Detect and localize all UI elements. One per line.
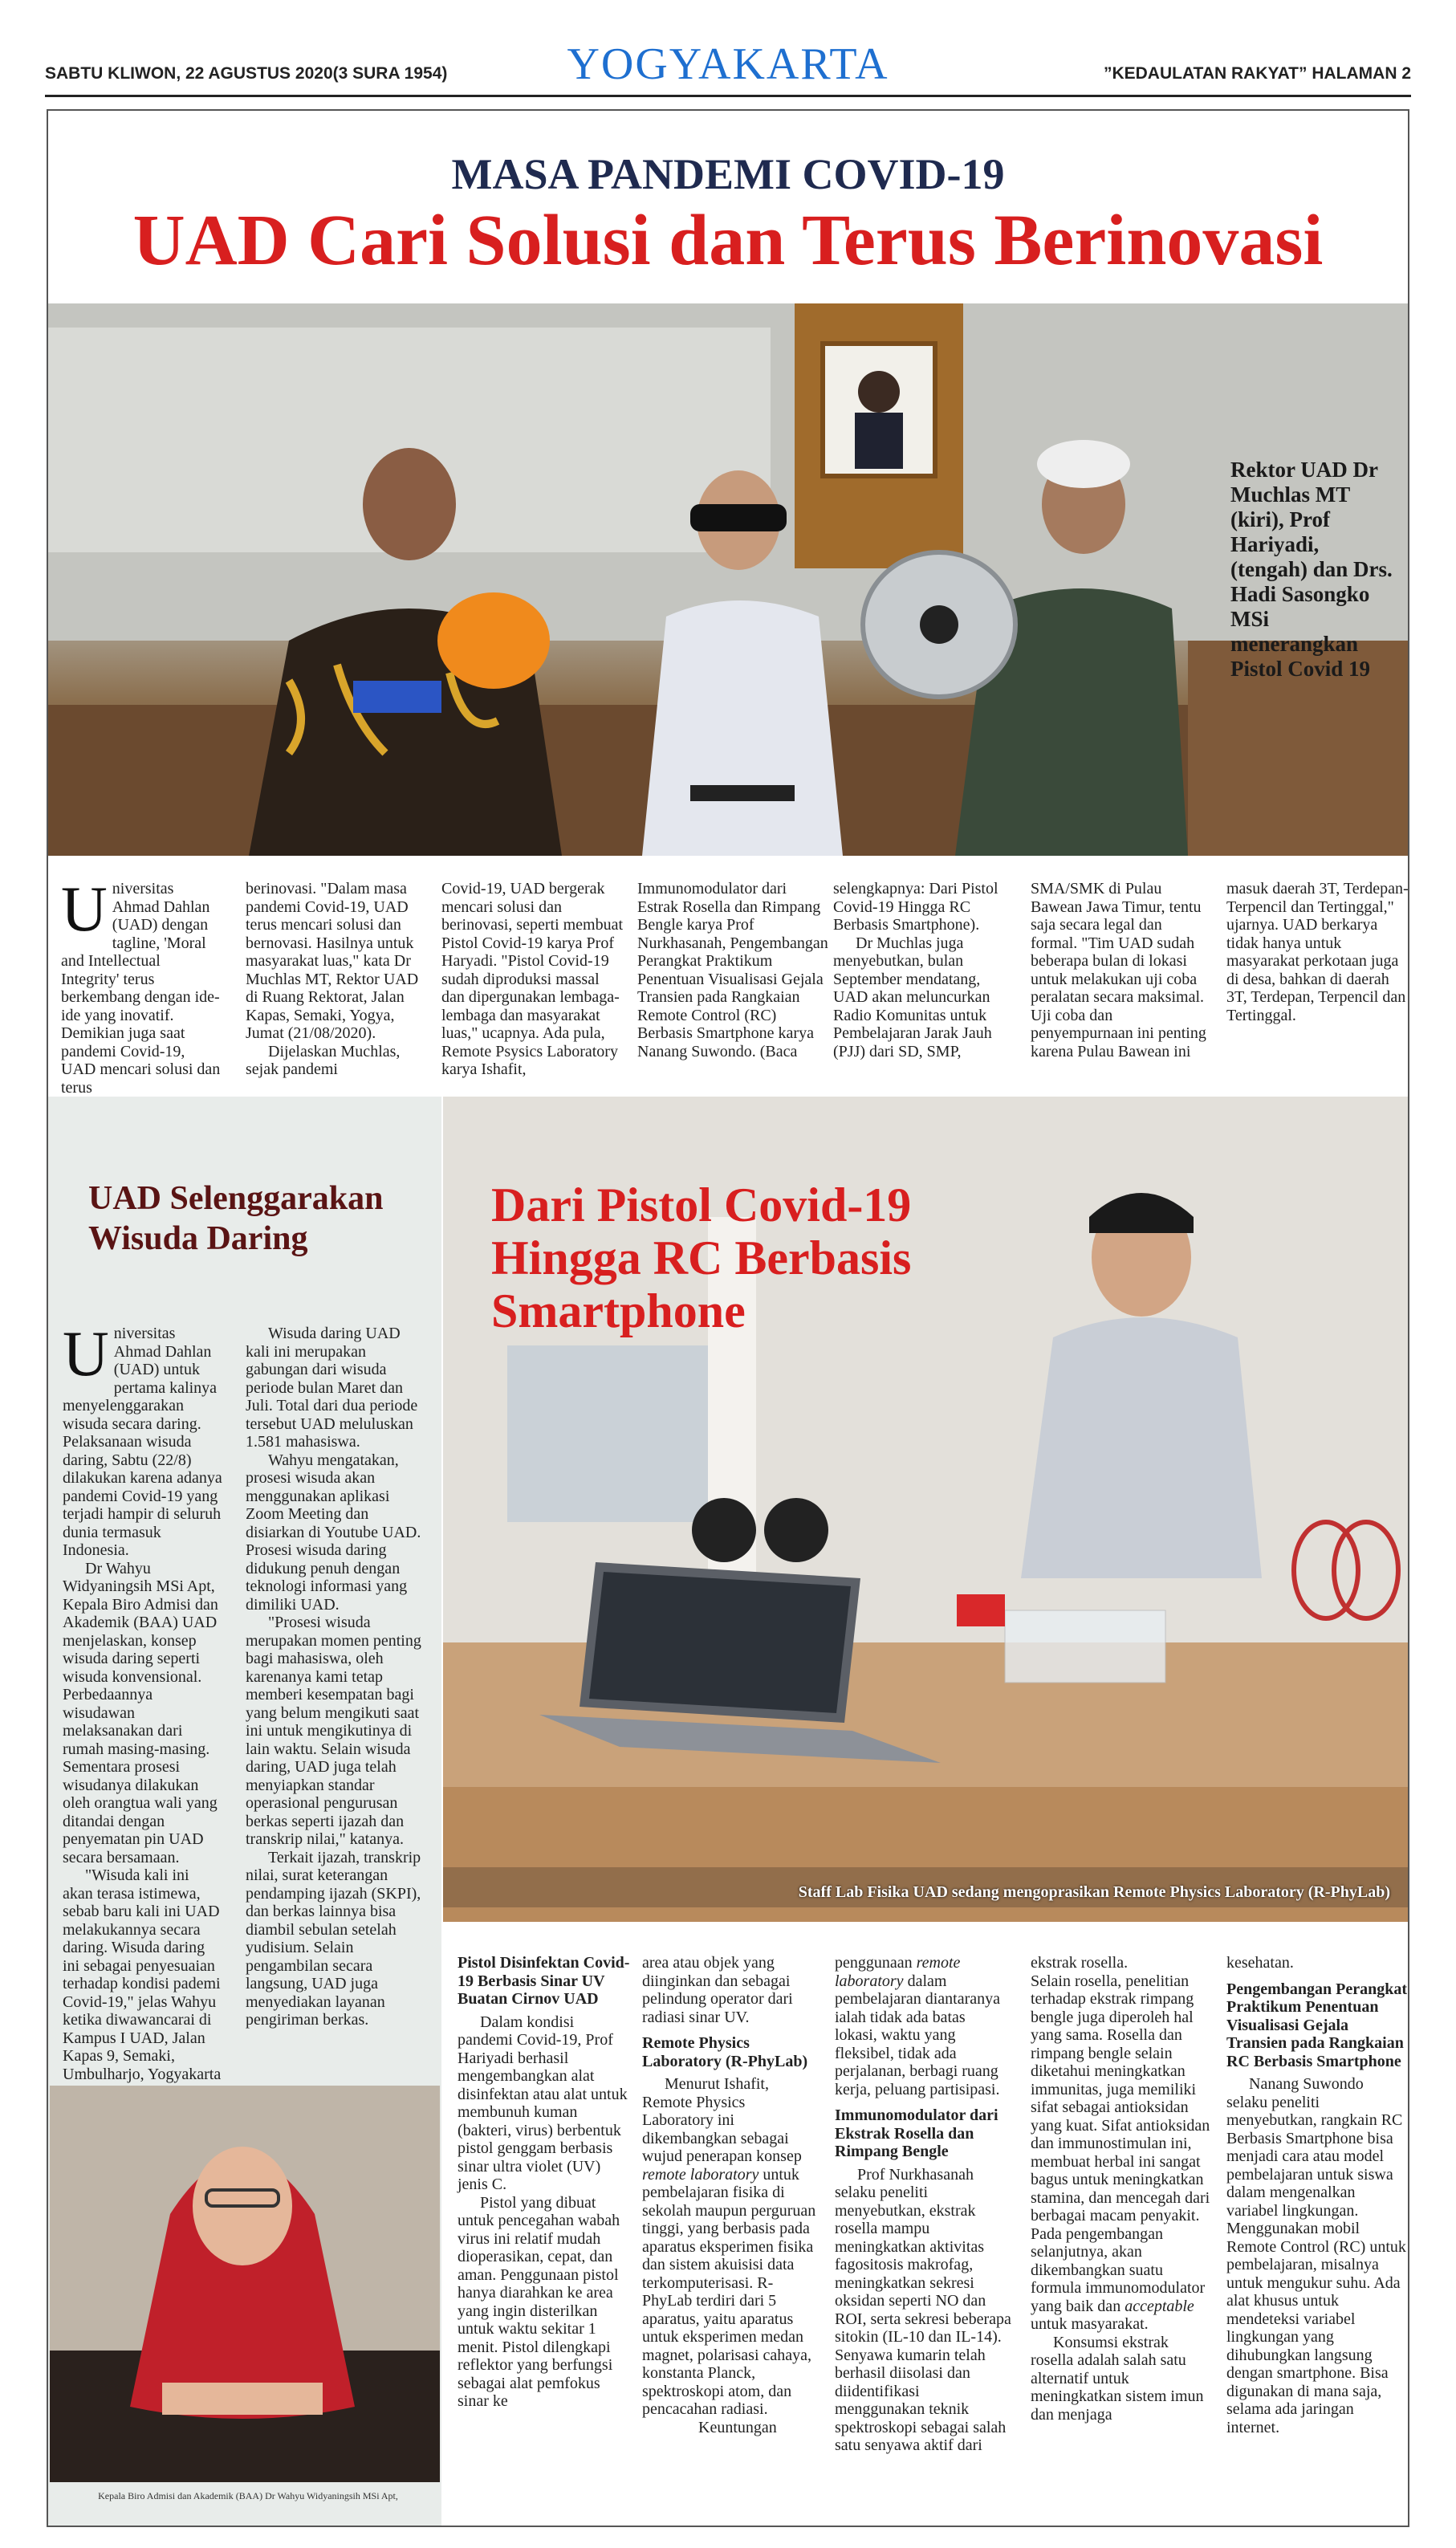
article-text: Selain rosella, penelitian terhadap ekstrak rimpang bengle juga diperoleh hal yang sama. Rosella dan rimpang bengle selain diketahui meningkatkan immunitas, juga memiliki sifat sebagai antioksidan yang kuat. Sifat antioksidan dan immunostimulan ini, membuat herbal ini sangat bagus untuk meningkatkan stamina, dan mencegah dari berbagai macam penyakit. Pada pengembangan selanjutnya, akan dikembangkan suatu formula immunomodulator yang baik dan (1031, 1972, 1210, 2315)
wisuda-headline: UAD Selenggarakan Wisuda Daring (88, 1180, 384, 1257)
article-col-6 (1031, 880, 1212, 1060)
feature-headline: Dari Pistol Covid-19 Hingga RC Berbasis Smartphone (491, 1178, 912, 1337)
article-text: Dijelaskan Muchlas, sejak pandemi (246, 1042, 401, 1078)
article-text (1031, 1972, 1212, 2334)
article-text: area atau objek yang diinginkan dan sebagai pelindung operator dari radiasi sinar UV. (642, 1954, 793, 2026)
article-text: Immunomodulator dari Estrak Rosella dan Rimpang Bengle karya Prof Nurkhasanah, Pengembangan Perangkat Praktikum Penentuan Visualisasi Gejala Transien pada Rangkaian Remote Control (RC) Berbasis Smartphone karya Nanang Suwondo. (Baca (637, 880, 828, 1060)
article-col-1 (61, 874, 222, 1097)
article-text (642, 2075, 819, 2419)
article-text: niversitas Ahmad Dahlan (UAD) dengan tagline, 'Moral and Intellectual Integrity' terus berkembang dengan ide-ide yang inovatif. Demikian juga saat pandemi Covid-19, UAD mencari solusi dan terus (61, 880, 221, 1097)
feature-col-1 (458, 1954, 631, 2411)
article-text: Prof Nurkhasanah selaku peneliti menyebutkan, ekstrak rosella mampu meningkatkan aktivitas fagositosis makrofag, meningkatkan sekresi oksidan seperti NO dan ROI, serta sekresi beberapa sitokin (IL-10 dan IL-14). Senyawa kumarin telah berhasil diisolasi dan diidentifikasi menggunakan teknik spektroskopi sebagai salah satu senyawa aktif dari (835, 2165, 1011, 2454)
article-col-3 (441, 880, 626, 1079)
article-text: ekstrak rosella. (1031, 1954, 1129, 1972)
feature-col-3 (835, 1954, 1011, 2455)
article-col-2 (246, 880, 419, 1079)
article-text: Keuntungan (698, 2418, 777, 2436)
article-text: niversitas Ahmad Dahlan (UAD) untuk pertama kalinya menyelenggarakan wisuda secara daring. Pelaksanaan wisuda daring, Sabtu (22/8) dilakukan karena adanya pandemi Covid-19 yang terjadi hampir di seluruh dunia termasuk Indonesia. (63, 1325, 222, 1559)
article-col-4 (637, 880, 828, 1060)
article-text: "Prosesi wisuda merupakan momen penting bagi mahasiswa, oleh karenanya kami tetap memberi kesempatan bagi yang belum mengikuti saat ini untuk mengikutinya di lain waktu. Selain wisuda daring, UAD juga telah menyiapkan standar operasional pengurusan berkas seperti ijazah dan transkrip nilai," katanya. (246, 1614, 421, 1848)
rector-photo-illustration (48, 303, 1408, 856)
article-text: "Wisuda kali ini akan terasa istimewa, sebab baru kali ini UAD melakukannya secara daring. Wisuda daring ini sebagai penyesuaian terhadap kondisi pademi Covid-19," jelas Wahyu ketika diwawancarai di Kampus I UAD, Jalan Kapas 9, Semaki, Umbulharjo, Yogyakarta (63, 1866, 222, 2083)
dropcap: U (61, 874, 108, 945)
article-text: Nanang Suwondo selaku peneliti menyebutkan, rangkain RC Berbasis Smartphone bisa menjadi cara atau model pembelajaran untuk siswa dalam mengenalkan variabel lingkungan. Menggunakan mobil Remote Control (RC) untuk pembelajaran, misalnya untuk mengukur suhu. Ada alat khusus untuk mendeteksi variabel lingkungan yang dihubungkan langsung dengan smartphone. Bisa digunakan di mana saja, selama ada jaringan internet. (1226, 2075, 1406, 2436)
article-text: Wisuda daring UAD kali ini merupakan gabungan dari wisuda periode bulan Maret dan Juli. Total dari dua periode tersebut UAD meluluskan 1.581 mahasiswa. (246, 1325, 418, 1451)
feature-col-2 (642, 1954, 819, 2436)
article-text: Covid-19, UAD bergerak mencari solusi dan berinovasi, seperti membuat Pistol Covid-19 karya Prof Haryadi. "Pistol Covid-19 sudah diproduksi massal dan dipergunakan lembaga-lembaga dan masyarakat luas," ucapnya. Ada pula, Remote Psysics Laboratory karya Ishafit, (441, 880, 624, 1078)
article-text: untuk pembelajaran fisika di sekolah maupun perguruan tinggi, yang berbasis pada aparatus eksperimen fisika dan sistem akuisisi data terkomputerisasi. R-PhyLab terdiri dari 5 aparatus, yaitu aparatus untuk eksperimen medan magnet, polarisasi cahaya, konstanta Planck, spektroskopi atom, dan pencacahan radiasi. (642, 2165, 816, 2418)
lab-photo-caption: Staff Lab Fisika UAD sedang mengoprasikan Remote Physics Laboratory (R-PhyLab) (798, 1883, 1390, 1901)
wisuda-col-1 (63, 1319, 223, 2083)
article-text: Dalam kondisi pandemi Covid-19, Prof Hariyadi berhasil mengembangkan alat disinfektan atau alat untuk membunuh kuman (bakteri, virus) berbentuk pistol genggam berbasis sinar ultra violet (UV) jenis C. (458, 2013, 628, 2193)
kicker: MASA PANDEMI COVID-19 (451, 150, 1005, 198)
article-text: dalam pembelajaran diantaranya ialah tidak ada batas lokasi, waktu yang fleksibel, tidak ada perjalanan, berbagi ruang kerja, peluang partisipasi. (835, 1972, 1000, 2098)
article-text: acceptable (1125, 2297, 1194, 2315)
rector-photo (48, 303, 1408, 856)
main-headline: UAD Cari Solusi dan Terus Berinovasi (132, 201, 1324, 280)
header-rule (45, 95, 1411, 97)
article-col-5 (833, 880, 1015, 1060)
article-col-7 (1226, 880, 1411, 1024)
masthead: YOGYAKARTA (567, 39, 889, 89)
subheading: Immunomodulator dari Ekstrak Rosella dan Rimpang Bengle (835, 2106, 998, 2160)
article-text: kesehatan. (1226, 1954, 1294, 1972)
article-text: berinovasi. "Dalam masa pandemi Covid-19, UAD terus mencari solusi dan bernovasi. Hasilnya untuk masyarakat luas," kata Dr Muchlas MT, Rektor UAD di Ruang Rektorat, Jalan Kapas, Semaki, Yogya, Jumat (21/08/2020). (246, 880, 419, 1042)
wisuda-photo-caption: Kepala Biro Admisi dan Akademik (BAA) Dr Wahyu Widyaningsih MSi Apt, (98, 2490, 398, 2501)
article-text: Wahyu mengatakan, prosesi wisuda akan menggunakan aplikasi Zoom Meeting dan disiarkan di Youtube UAD. Prosesi wisuda daring didukung penuh dengan teknologi informasi yang dimiliki UAD. (246, 1451, 421, 1614)
article-text: SMA/SMK di Pulau Bawean Jawa Timur, tentu saja secara legal dan formal. "Tim UAD sudah beberapa bulan di lokasi untuk melakukan uji coba peralatan secara maksimal. Uji coba dan penyempurnaan ini penting karena Pulau Bawean ini (1031, 880, 1206, 1060)
article-text: Dr Wahyu Widyaningsih MSi Apt, Kepala Biro Admisi dan Akademik (BAA) UAD menjelaskan, konsep wisuda daring seperti wisuda konvensional. Perbedaannya wisudawan melaksanakan dari rumah masing-masing. Sementara prosesi wisudanya dilakukan oleh orangtua wali yang ditandai dengan penyematan pin UAD secara bersamaan. (63, 1559, 218, 1866)
article-text: Menurut Ishafit, Remote Physics Laboratory ini dikembangkan sebagai wujud penerapan konsep (642, 2075, 802, 2165)
article-text: masuk daerah 3T, Terdepan-Terpencil dan Tertinggal," ujarnya. UAD berkarya tidak hanya untuk masyarakat perkotaan juga di desa, bahkan di daerah 3T, Terdepan, Terpencil dan Tertinggal. (1226, 880, 1409, 1024)
subheading: Remote Physics Laboratory (R-PhyLab) (642, 2034, 808, 2070)
wisuda-photo (50, 2086, 440, 2482)
rector-photo-caption: Rektor UAD Dr Muchlas MT (kiri), Prof Hariyadi, (tengah) dan Drs. Hadi Sasongko MSi menerangkan Pistol Covid 19 (1230, 458, 1393, 681)
article-text: remote laboratory (642, 2165, 759, 2184)
edition-date: SABTU KLIWON, 22 AGUSTUS 2020(3 SURA 1954) (45, 64, 448, 83)
article-text: remote laboratory (835, 1954, 961, 1990)
article-text: Konsumsi ekstrak rosella adalah salah satu alternatif untuk meningkatkan sistem imun dan menjaga (1031, 2333, 1204, 2424)
dropcap: U (63, 1319, 109, 1390)
subheading: Pistol Disinfektan Covid-19 Berbasis Sinar UV Buatan Cirnov UAD (458, 1954, 630, 2008)
article-text: Pistol yang dibuat untuk pencegahan wabah virus ini relatif mudah dioperasikan, cepat, dan aman. Penggunaan pistol hanya diarahkan ke area yang ingin disterilkan untuk waktu sekitar 1 menit. Pistol dilengkapi reflektor yang berfungsi sebagai alat pemfokus sinar ke (458, 2193, 620, 2410)
feature-col-5 (1226, 1954, 1408, 2436)
article-text (835, 1954, 1011, 2098)
page-label: ”KEDAULATAN RAKYAT” HALAMAN 2 (1103, 64, 1411, 83)
article-text: Terkait ijazah, transkrip nilai, surat keterangan pendamping ijazah (SKPI), dan berkas lainnya bisa diambil sebulan setelah yudisium. Selain pengambilan secara langsung, UAD juga menyediakan layanan pengiriman berkas. (246, 1848, 421, 2029)
subheading: Pengembangan Perangkat Praktikum Penentuan Visualisasi Gejala Transien pada Rangkaian RC Berbasis Smartphone (1226, 1980, 1407, 2070)
wisuda-col-2 (246, 1325, 427, 2029)
wisuda-photo-illustration (50, 2086, 440, 2482)
article-text: selengkapnya: Dari Pistol Covid-19 Hingga RC Berbasis Smartphone). (833, 880, 998, 934)
article-text: untuk masyarakat. (1031, 2315, 1149, 2333)
article-text: Dr Muchlas juga menyebutkan, bulan September mendatang, UAD akan meluncurkan Radio Komunitas untuk Pembelajaran Jarak Jauh (PJJ) dari SD, SMP, (833, 934, 992, 1060)
feature-col-4 (1031, 1954, 1212, 2424)
article-text: penggunaan (835, 1954, 917, 1972)
